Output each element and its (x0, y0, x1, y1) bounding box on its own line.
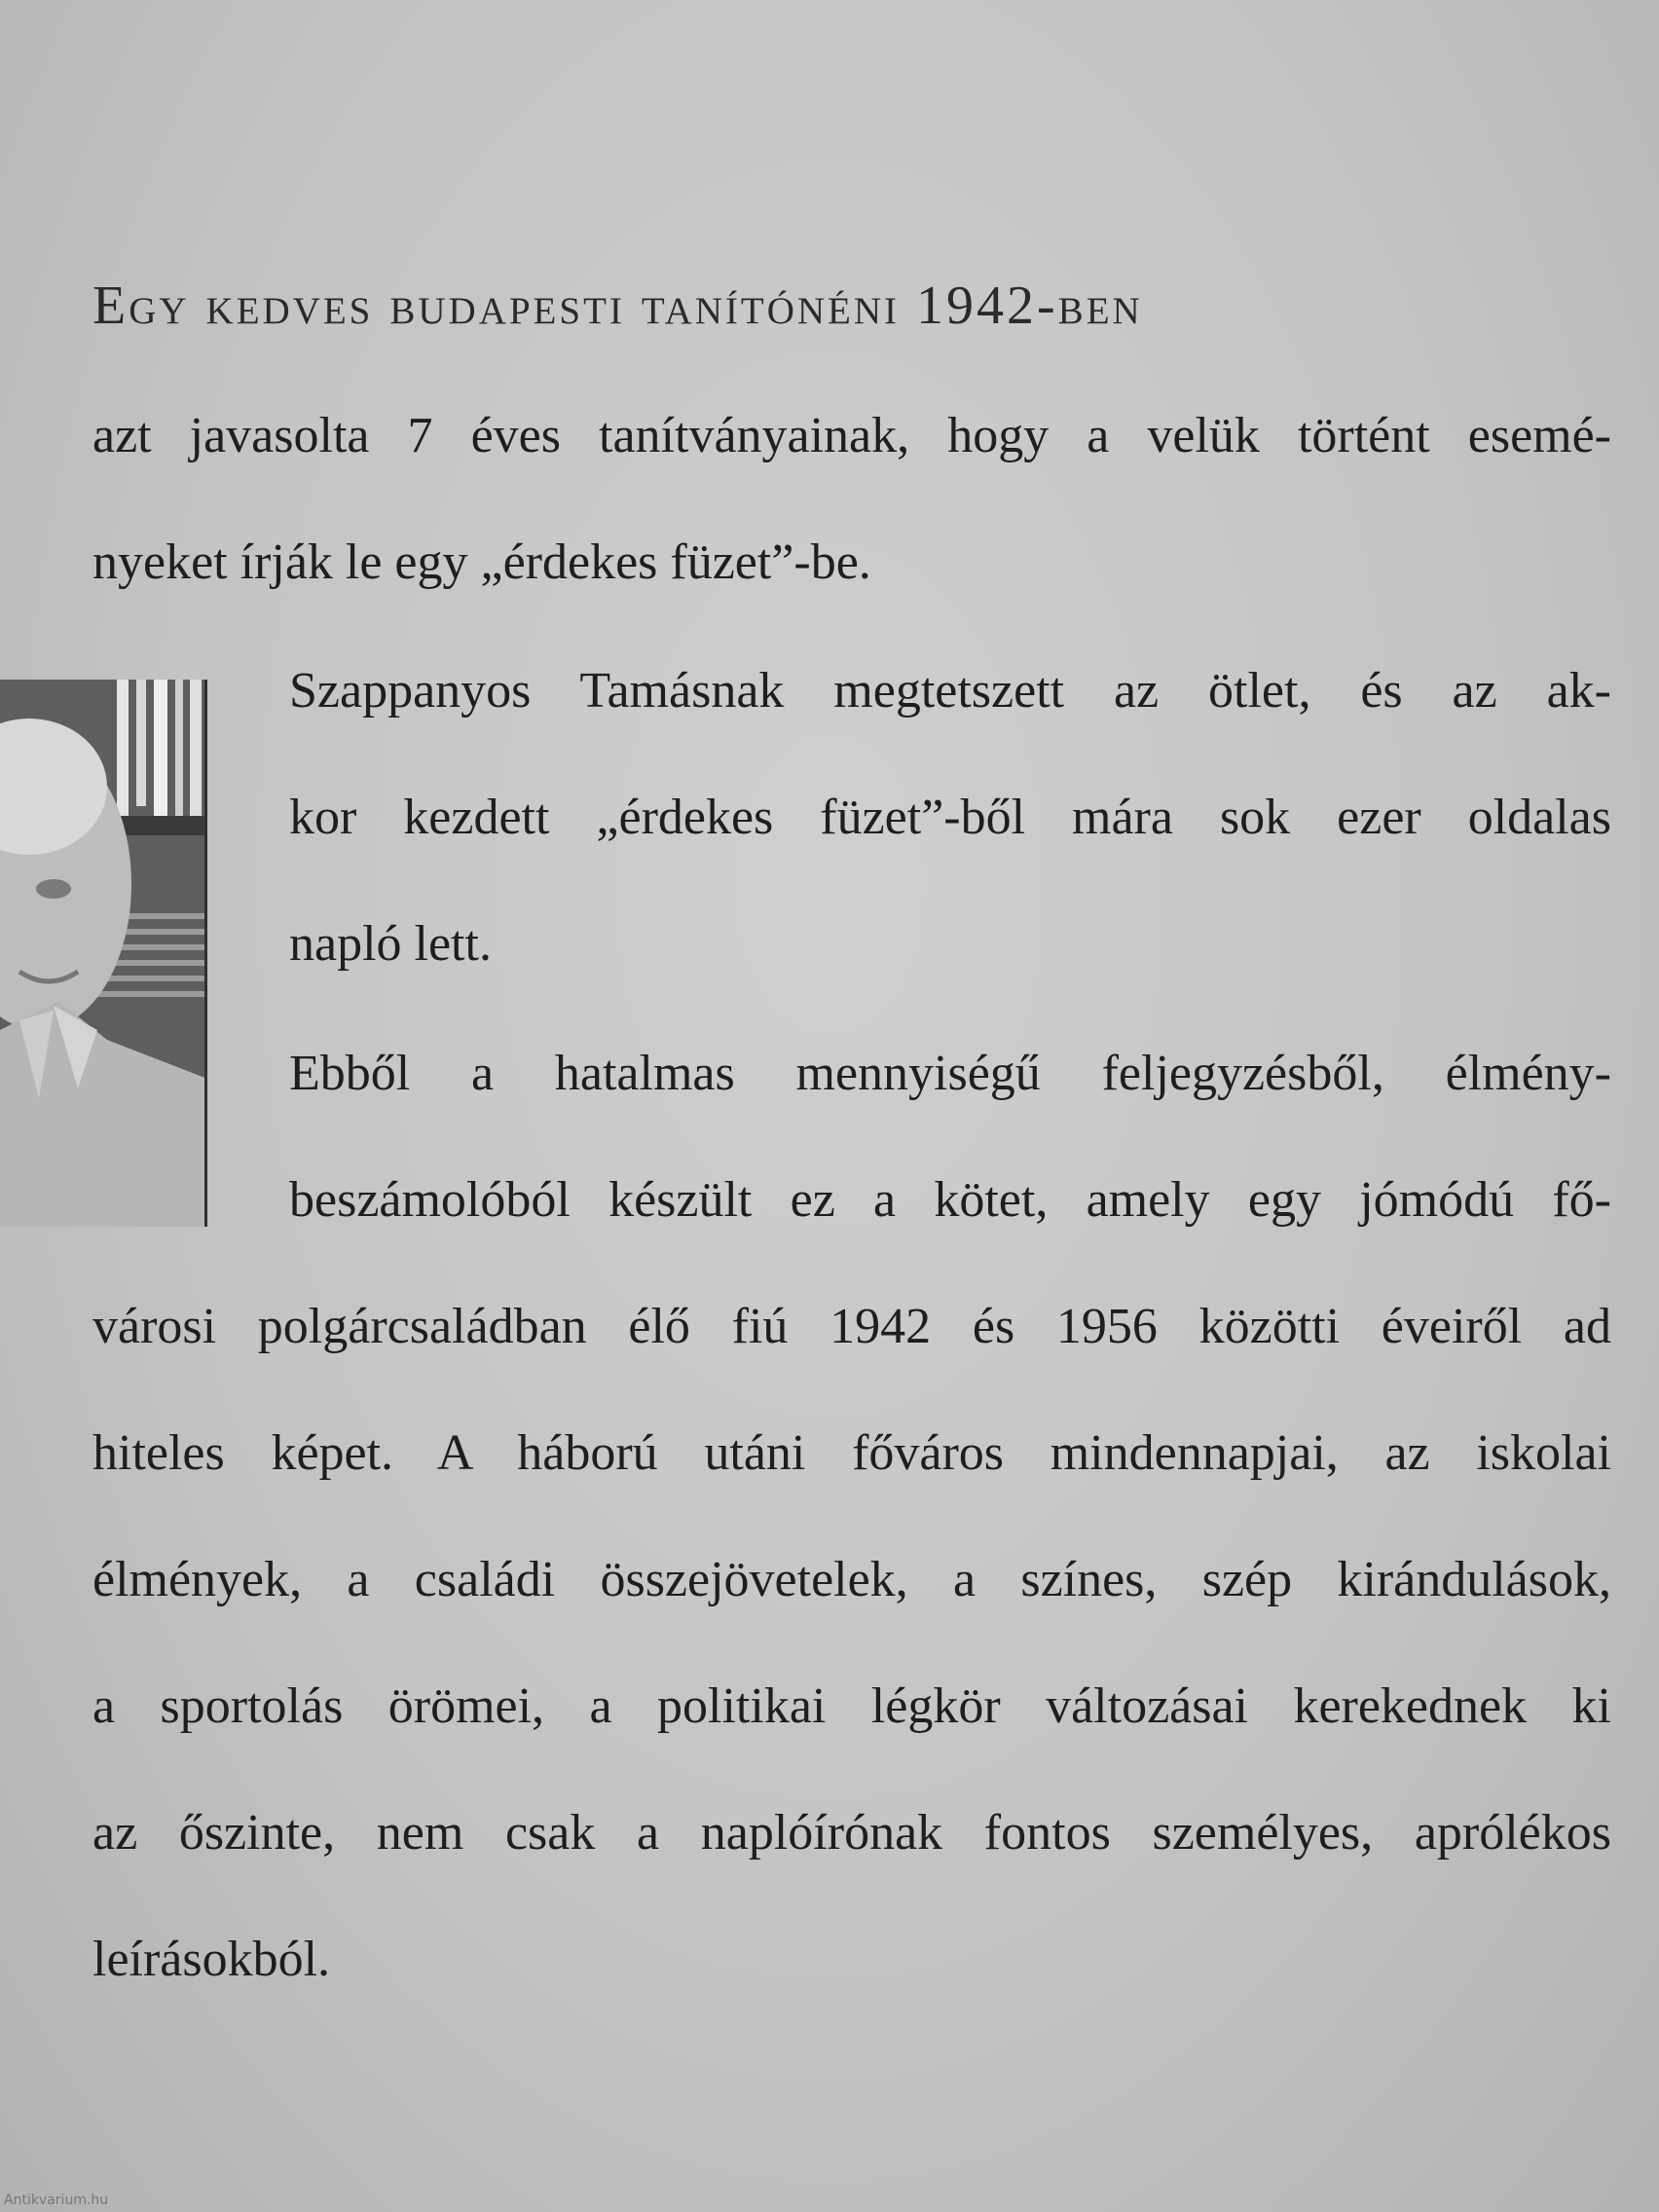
text-line: az őszinte, nem csak a naplóírónak fontos személyes, aprólékos (92, 1805, 1611, 1861)
text-line: Ebből a hatalmas mennyiségű feljegyzésből, élmény- (289, 1046, 1611, 1101)
watermark: Antikvarium.hu (4, 2193, 109, 2208)
text-line: városi polgárcsaládban élő fiú 1942 és 1956 közötti éveiről ad (92, 1299, 1611, 1354)
text-line: kor kezdett „érdekes füzet”-ből mára sok ezer oldalas (289, 790, 1611, 845)
text-line: nyeket írják le egy „érdekes füzet”-be. (92, 535, 871, 590)
text-line: napló lett. (289, 916, 492, 972)
text-line: hiteles képet. A háború utáni főváros mindennapjai, az iskolai (92, 1425, 1611, 1481)
text-line: élmények, a családi összejövetelek, a színes, szép kirándulások, (92, 1552, 1611, 1607)
text-line: azt javasolta 7 éves tanítványainak, hogy a velük történt esemé- (92, 408, 1611, 463)
text-line: Szappanyos Tamásnak megtetszett az ötlet, és az ak- (289, 663, 1611, 719)
text-line: a sportolás örömei, a politikai légkör változásai kerekednek ki (92, 1678, 1611, 1734)
heading: Egy kedves budapesti tanítónéni 1942-ben (92, 276, 1143, 336)
text-line: beszámolóból készült ez a kötet, amely egy jómódú fő- (289, 1172, 1611, 1228)
text-line: leírásokból. (92, 1932, 331, 1987)
author-photo (0, 680, 207, 1227)
